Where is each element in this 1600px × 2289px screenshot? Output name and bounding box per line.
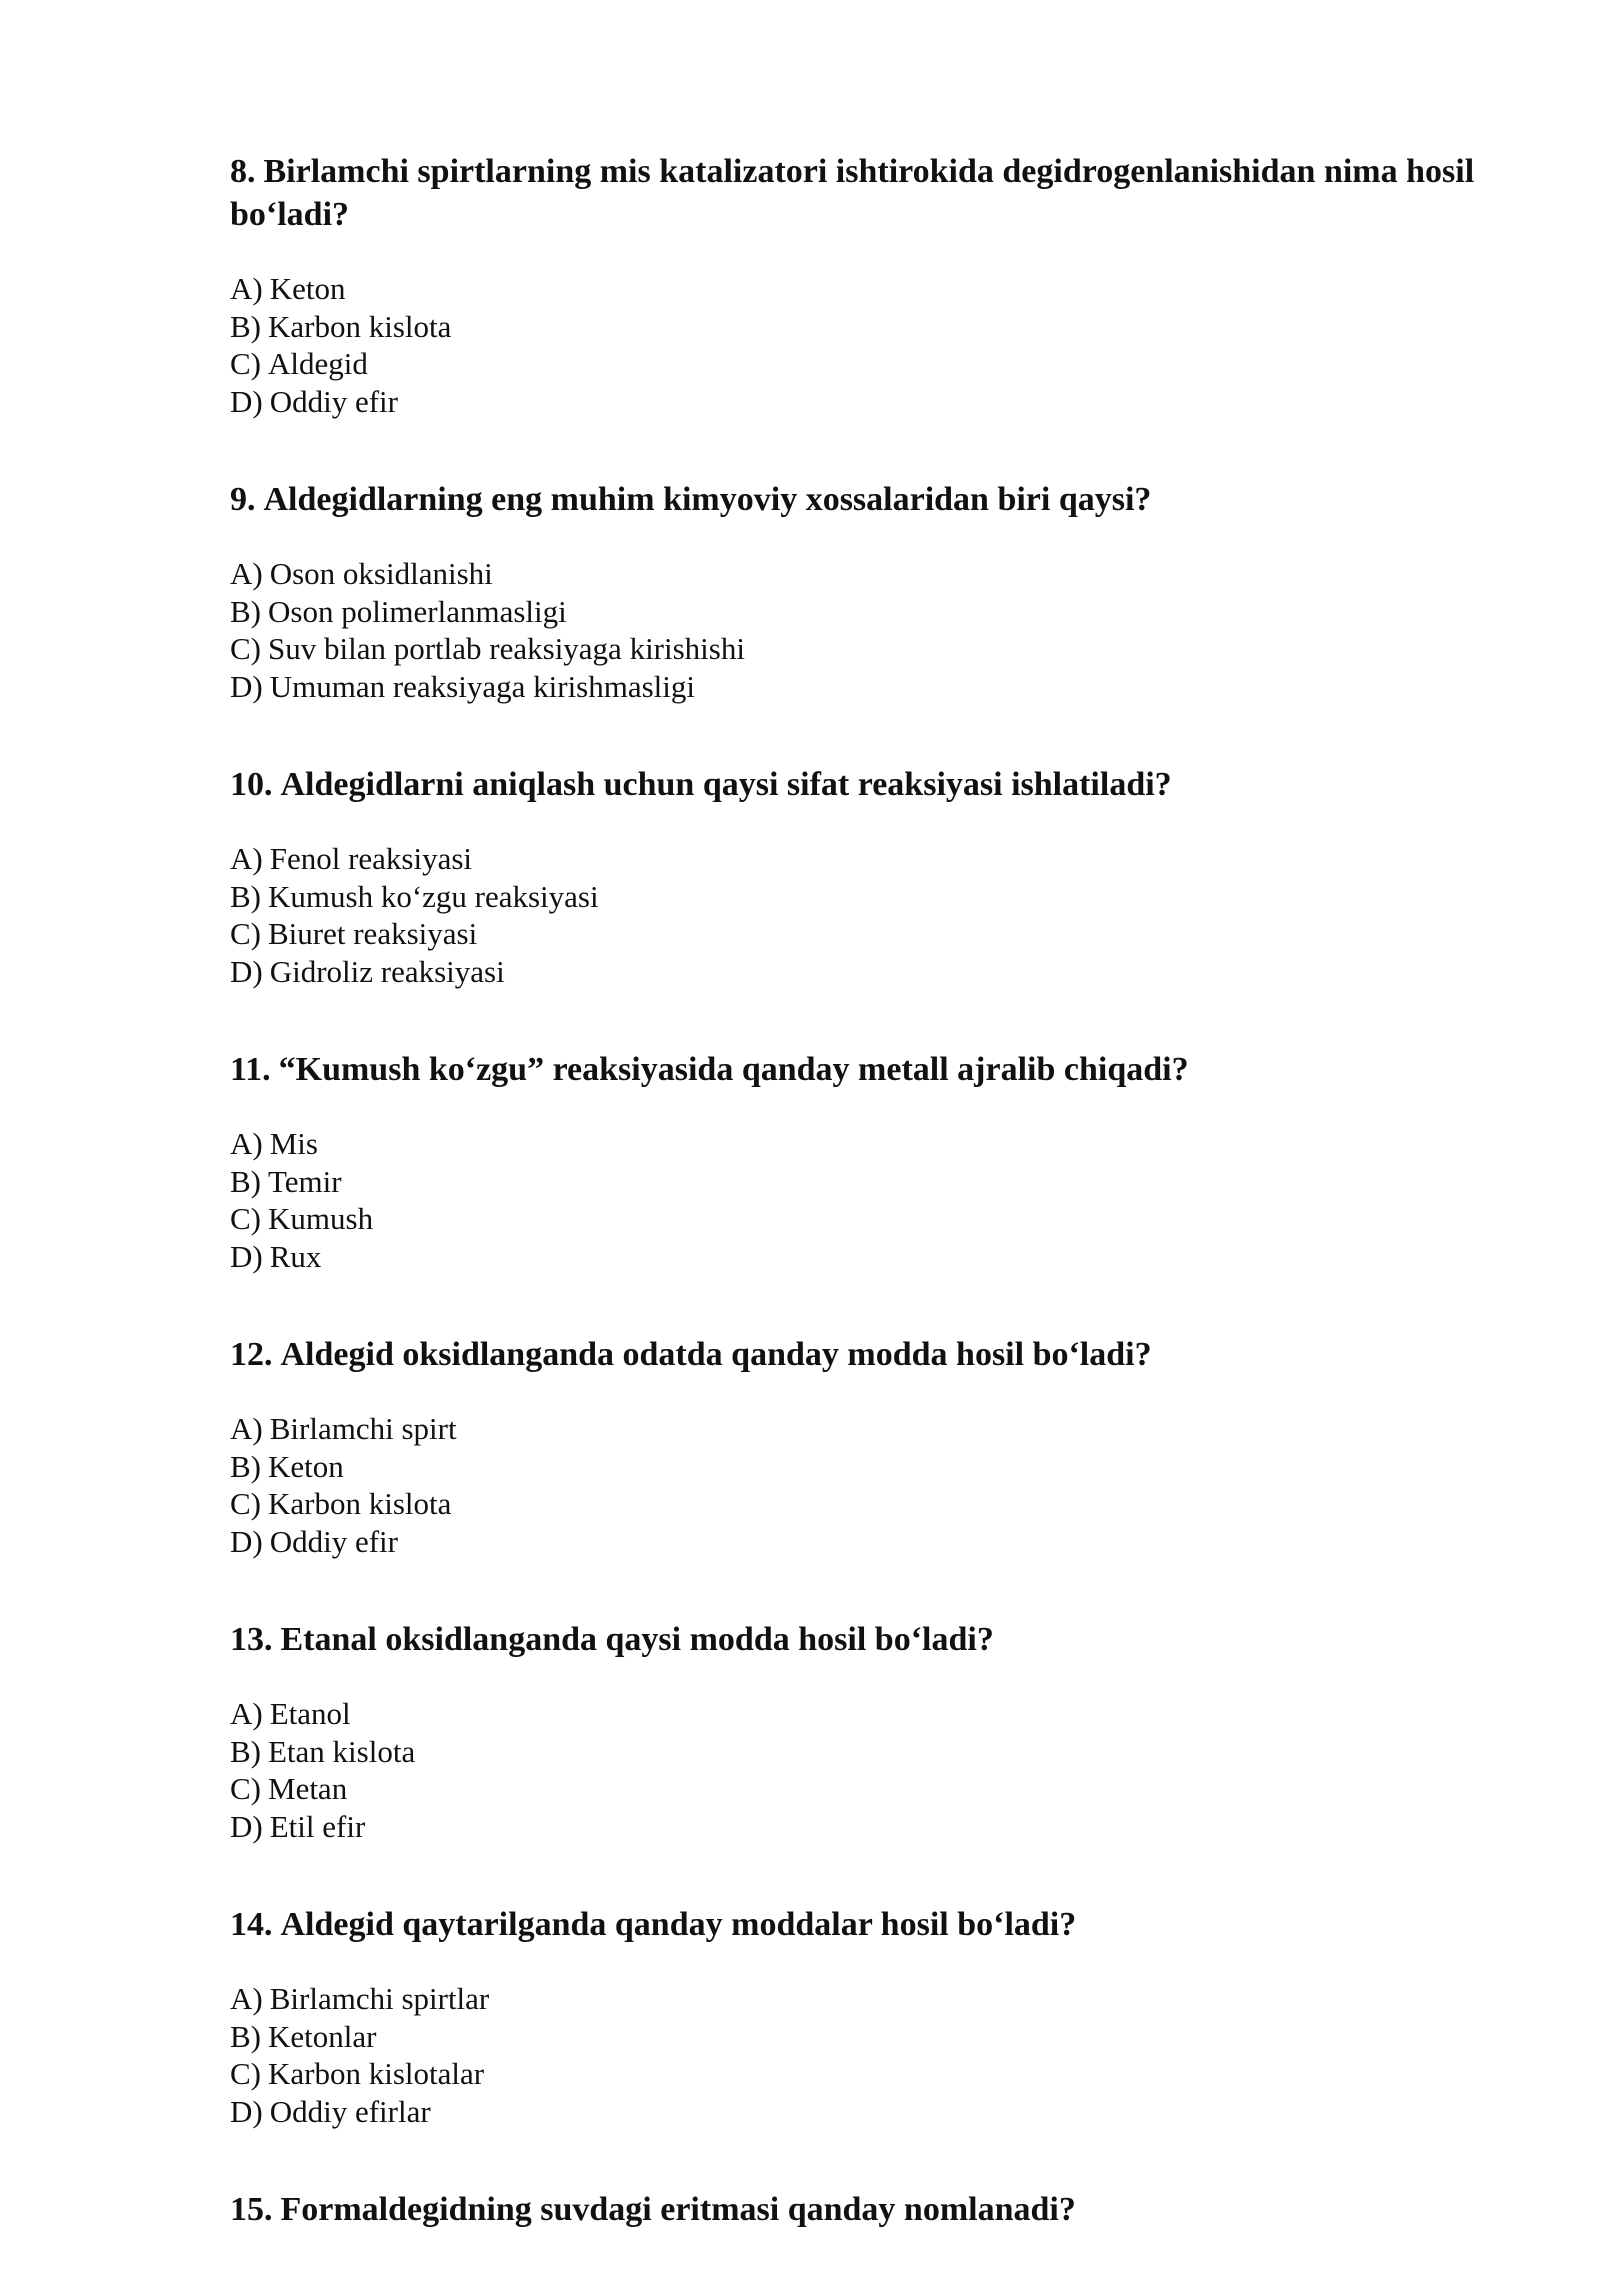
question-title: [230, 1903, 1500, 1946]
answer-option: [230, 915, 1500, 953]
option-text: Karbon kislota: [268, 308, 452, 344]
option-text: Oson oksidlanishi: [269, 556, 493, 591]
answer-option: [230, 1200, 1500, 1238]
answer-option: [230, 1163, 1500, 1201]
answer-option: [230, 2093, 1500, 2131]
answer-option: [230, 1808, 1500, 1846]
answer-option: [230, 1238, 1500, 1276]
answer-option: [230, 555, 1500, 593]
answer-option: [230, 270, 1500, 308]
option-letter: B): [230, 878, 261, 914]
option-letter: B): [230, 593, 261, 629]
question-number: 9.: [230, 481, 256, 518]
option-letter: A): [230, 1696, 263, 1731]
option-text: Etil efir: [269, 1808, 366, 1844]
answer-option: [230, 1485, 1500, 1523]
answer-option: [230, 953, 1500, 991]
answer-option: [230, 1125, 1500, 1163]
answer-option: [230, 840, 1500, 878]
answer-option: [230, 308, 1500, 346]
option-text: Oddiy efir: [269, 383, 398, 419]
option-letter: C): [230, 346, 261, 381]
question-title: [230, 150, 1500, 236]
answer-option: [230, 2018, 1500, 2056]
option-letter: D): [230, 953, 263, 989]
option-letter: B): [230, 1448, 261, 1484]
option-letter: D): [230, 1523, 263, 1559]
option-text: Oson polimerlanmasligi: [268, 593, 567, 629]
answer-options: [230, 1980, 1500, 2130]
option-text: Mis: [269, 1126, 318, 1161]
answer-option: [230, 1448, 1500, 1486]
answer-option: [230, 1695, 1500, 1733]
option-letter: A): [230, 1126, 263, 1161]
option-text: Umuman reaksiyaga kirishmasligi: [269, 668, 696, 704]
answer-option: [230, 383, 1500, 421]
option-letter: A): [230, 271, 263, 306]
option-text: Fenol reaksiyasi: [269, 841, 473, 876]
answer-option: [230, 2055, 1500, 2093]
question-title: [230, 1048, 1500, 1091]
question-block: [230, 1618, 1500, 1845]
answer-options: [230, 1695, 1500, 1845]
question-block: [230, 1333, 1500, 1560]
option-letter: A): [230, 556, 263, 591]
question-number: 13.: [230, 1621, 273, 1658]
option-letter: C): [230, 916, 261, 951]
option-text: Temir: [268, 1163, 342, 1199]
question-text: Formaldegidning suvdagi eritmasi qanday nomlanadi?: [280, 2191, 1076, 2228]
answer-option: [230, 1733, 1500, 1771]
option-letter: D): [230, 1808, 263, 1844]
question-text: Birlamchi spirtlarning mis katalizatori ishtirokida degidrogenlanishidan nima hosil bo‘ladi?: [230, 153, 1475, 233]
question-text: Aldegidlarni aniqlash uchun qaysi sifat reaksiyasi ishlatiladi?: [280, 766, 1172, 803]
answer-option: [230, 878, 1500, 916]
option-letter: B): [230, 2018, 261, 2054]
answer-option: [230, 1770, 1500, 1808]
option-text: Karbon kislotalar: [268, 2056, 485, 2091]
option-text: Biuret reaksiyasi: [268, 916, 478, 951]
option-letter: D): [230, 2093, 263, 2129]
option-letter: D): [230, 383, 263, 419]
option-letter: B): [230, 1733, 261, 1769]
option-text: Gidroliz reaksiyasi: [269, 953, 505, 989]
option-text: Keton: [268, 1448, 344, 1484]
question-text: Etanal oksidlanganda qaysi modda hosil bo‘ladi?: [280, 1621, 994, 1658]
option-text: Oddiy efirlar: [269, 2093, 431, 2129]
option-letter: D): [230, 668, 263, 704]
option-text: Ketonlar: [268, 2018, 377, 2054]
option-letter: A): [230, 1981, 263, 2016]
question-text: Aldegid qaytarilganda qanday moddalar hosil bo‘ladi?: [280, 1906, 1077, 1943]
option-letter: C): [230, 2056, 261, 2091]
question-block: [230, 1048, 1500, 1275]
answer-option: [230, 345, 1500, 383]
option-text: Etan kislota: [268, 1733, 416, 1769]
option-text: Kumush: [268, 1201, 374, 1236]
option-text: Birlamchi spirtlar: [269, 1981, 490, 2016]
question-number: 11.: [230, 1051, 271, 1088]
question-block: [230, 2188, 1500, 2231]
question-text: Aldegid oksidlanganda odatda qanday modda hosil bo‘ladi?: [280, 1336, 1152, 1373]
option-text: Karbon kislota: [268, 1486, 452, 1521]
question-number: 8.: [230, 153, 256, 190]
answer-options: [230, 270, 1500, 420]
option-letter: B): [230, 308, 261, 344]
option-letter: B): [230, 1163, 261, 1199]
question-number: 10.: [230, 766, 273, 803]
question-block: [230, 763, 1500, 990]
question-title: [230, 1618, 1500, 1661]
option-text: Birlamchi spirt: [269, 1411, 457, 1446]
option-letter: A): [230, 841, 263, 876]
answer-option: [230, 1523, 1500, 1561]
option-text: Metan: [268, 1771, 348, 1806]
option-text: Etanol: [269, 1696, 351, 1731]
question-title: [230, 1333, 1500, 1376]
answer-option: [230, 1980, 1500, 2018]
option-text: Kumush ko‘zgu reaksiyasi: [268, 878, 599, 914]
option-letter: C): [230, 1201, 261, 1236]
option-letter: C): [230, 1486, 261, 1521]
question-title: [230, 478, 1500, 521]
option-text: Rux: [269, 1238, 322, 1274]
question-block: [230, 478, 1500, 705]
option-text: Keton: [269, 271, 346, 306]
question-title: [230, 763, 1500, 806]
answer-option: [230, 1410, 1500, 1448]
answer-options: [230, 840, 1500, 990]
answer-options: [230, 555, 1500, 705]
answer-options: [230, 1125, 1500, 1275]
question-number: 12.: [230, 1336, 273, 1373]
answer-option: [230, 630, 1500, 668]
question-block: [230, 150, 1500, 420]
question-number: 15.: [230, 2191, 273, 2228]
question-text: “Kumush ko‘zgu” reaksiyasida qanday metall ajralib chiqadi?: [278, 1051, 1189, 1088]
question-number: 14.: [230, 1906, 273, 1943]
option-letter: C): [230, 1771, 261, 1806]
option-text: Suv bilan portlab reaksiyaga kirishishi: [268, 631, 745, 666]
question-text: Aldegidlarning eng muhim kimyoviy xossalaridan biri qaysi?: [263, 481, 1152, 518]
answer-option: [230, 593, 1500, 631]
document-page: [230, 150, 1500, 2289]
option-text: Oddiy efir: [269, 1523, 398, 1559]
answer-options: [230, 1410, 1500, 1560]
question-title: [230, 2188, 1500, 2231]
question-block: [230, 1903, 1500, 2130]
answer-option: [230, 668, 1500, 706]
option-text: Aldegid: [268, 346, 368, 381]
option-letter: C): [230, 631, 261, 666]
option-letter: A): [230, 1411, 263, 1446]
option-letter: D): [230, 1238, 263, 1274]
